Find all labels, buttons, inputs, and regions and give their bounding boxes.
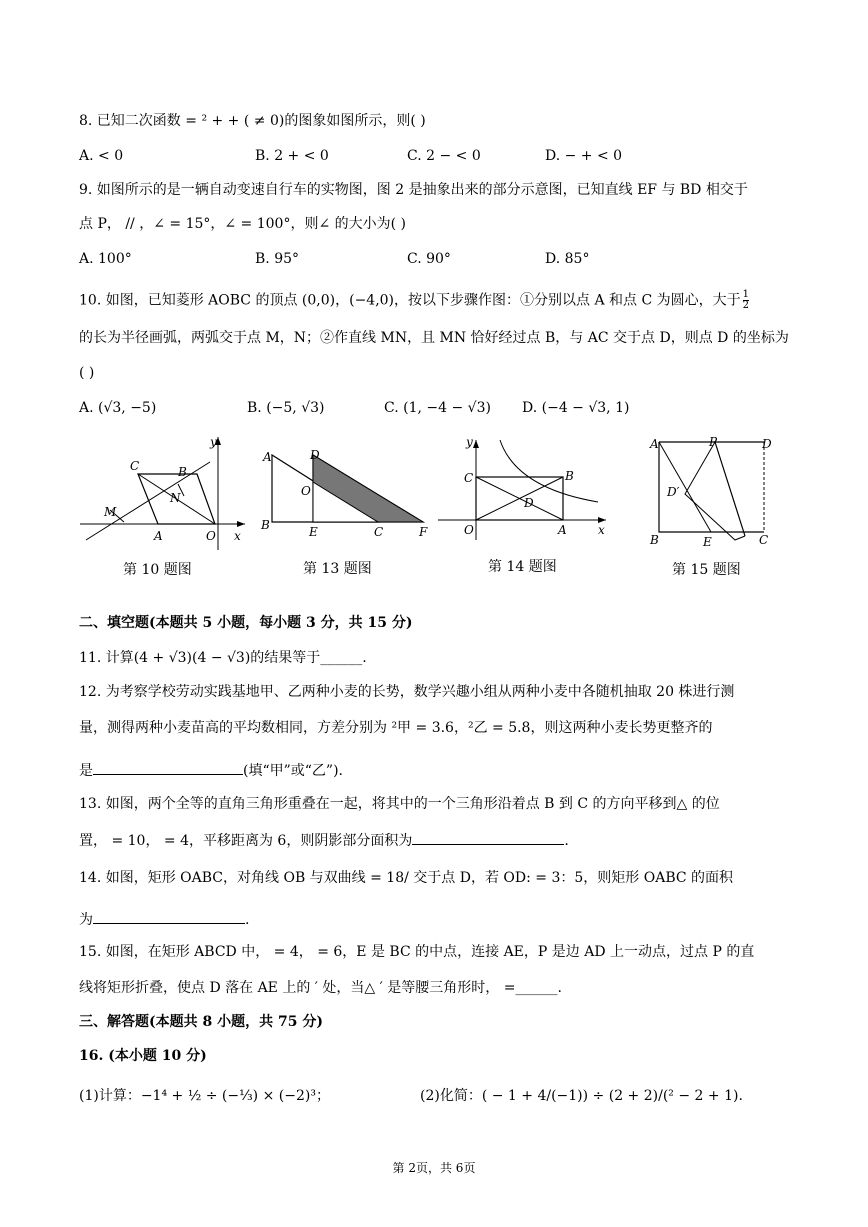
q8-option-d: D. − + < 0 xyxy=(545,148,623,164)
f10-label-y: y xyxy=(210,435,217,449)
q16-title: 16. (本小题 10 分) xyxy=(79,1048,207,1064)
caption-fig13: 第 13 题图 xyxy=(303,561,372,577)
q9-line2: 点 P， // ，∠ = 15°，∠ = 100°，则∠ 的大小为( ) xyxy=(79,216,407,232)
figure-13 xyxy=(258,445,433,540)
f14-label-x: x xyxy=(598,523,605,537)
f10-label-a: A xyxy=(154,529,163,543)
f13-label-a: A xyxy=(263,450,272,464)
q16-part2: (2)化简：( − 1 + 4/(−1)) ÷ (2 + 2)/(² − 2 + 1). xyxy=(420,1088,743,1104)
q11: 11. 计算(4 + √3)(4 − √3)的结果等于______. xyxy=(79,650,367,666)
q12-line2: 量，测得两种小麦苗高的平均数相同，方差分别为 ²甲 = 3.6，²乙 = 5.8，则这两种小麦长势更整齐的 xyxy=(79,720,713,736)
q8-option-a: A. < 0 xyxy=(79,148,124,164)
q10-frac-num: 1 xyxy=(742,289,750,300)
figure-10 xyxy=(80,432,250,552)
f10-label-n: N xyxy=(170,491,181,505)
q13-line2-b: . xyxy=(564,833,569,849)
caption-fig10: 第 10 题图 xyxy=(123,562,192,578)
q14-line1: 14. 如图，矩形 OABC，对角线 OB 与双曲线 = 18/ 交于点 D，若 OD: = 3：5，则矩形 OABC 的面积 xyxy=(79,870,734,886)
q10-option-b: B. (−5, √3) xyxy=(247,400,325,416)
q8-stem: 8. 已知二次函数 = ² + + ( ≠ 0)的图象如图所示，则( ) xyxy=(79,113,426,129)
f10-label-c: C xyxy=(130,459,140,473)
f10-label-o: O xyxy=(206,529,216,543)
f15-label-e: E xyxy=(703,535,712,549)
f13-label-b: B xyxy=(261,518,270,532)
q10-frac-den: 2 xyxy=(742,300,750,311)
q10-line2: 的长为半径画弧，两弧交于点 M，N；②作直线 MN，且 MN 恰好经过点 B，与 AC 交于点 D，则点 D 的坐标为 xyxy=(79,330,789,346)
q10-line1 xyxy=(79,290,749,311)
caption-fig15: 第 15 题图 xyxy=(672,562,741,578)
f14-label-y: y xyxy=(466,435,473,449)
q10-option-d: D. (−4 − √3, 1) xyxy=(522,400,630,416)
q10-fraction xyxy=(743,290,749,311)
q8-option-c: C. 2 − < 0 xyxy=(407,148,481,164)
q13-line1: 13. 如图，两个全等的直角三角形重叠在一起，将其中的一个三角形沿着点 B 到 C 的方向平移到△ 的位 xyxy=(79,796,720,812)
q12-line3 xyxy=(79,760,343,780)
q12-answer-blank[interactable] xyxy=(93,760,243,775)
q10-option-c: C. (1, −4 − √3) xyxy=(384,400,491,416)
f10-label-m: M xyxy=(104,505,117,519)
q9-line1: 9. 如图所示的是一辆自动变速自行车的实物图，图 2 是抽象出来的部分示意图，已知直线 EF 与 BD 相交于 xyxy=(79,182,748,198)
q13-line2-a: 置， = 10， = 4，平移距离为 6，则阴影部分面积为 xyxy=(79,833,413,849)
q10-line1-text: 10. 如图，已知菱形 AOBC 的顶点 (0,0)，(−4,0)，按以下步骤作图：①分别以点 A 和点 C 为圆心，大于 xyxy=(79,292,741,309)
f14-label-o: O xyxy=(464,523,474,537)
f13-label-f: F xyxy=(419,525,428,539)
f14-label-c: C xyxy=(464,471,474,485)
q14-answer-blank[interactable] xyxy=(93,909,245,924)
caption-fig14: 第 14 题图 xyxy=(488,559,557,575)
f13-label-d: D xyxy=(310,448,320,462)
q9-option-c: C. 90° xyxy=(407,251,451,267)
f14-label-a: A xyxy=(558,523,567,537)
q8-option-b: B. 2 + < 0 xyxy=(255,148,329,164)
f13-label-e: E xyxy=(309,525,318,539)
q9-option-a: A. 100° xyxy=(79,251,132,267)
q13-line2 xyxy=(79,830,569,850)
q14-line2-a: 为 xyxy=(79,912,93,928)
q15-line1: 15. 如图，在矩形 ABCD 中， = 4， = 6，E 是 BC 的中点，连接 AE，P 是边 AD 上一动点，过点 P 的直 xyxy=(79,944,755,960)
section-3-heading: 三、解答题(本题共 8 小题，共 75 分) xyxy=(79,1014,323,1030)
q12-line1: 12. 为考察学校劳动实践基地甲、乙两种小麦的长势，数学兴趣小组从两种小麦中各随机抽取 20 株进行测 xyxy=(79,684,735,700)
f15-label-c: C xyxy=(759,533,769,547)
f10-label-b: B xyxy=(178,465,187,479)
f14-label-b: B xyxy=(565,469,574,483)
q14-line2 xyxy=(79,909,249,929)
q13-answer-blank[interactable] xyxy=(412,830,564,845)
q12-line3-a: 是 xyxy=(79,763,93,779)
section-2-heading: 二、填空题(本题共 5 小题，每小题 3 分，共 15 分) xyxy=(79,615,413,631)
q9-option-d: D. 85° xyxy=(545,251,590,267)
f15-label-d-prime: D′ xyxy=(667,485,680,499)
q12-line3-b: (填“甲”或“乙”). xyxy=(243,763,344,779)
f15-label-p: P xyxy=(709,435,718,449)
f15-label-b: B xyxy=(650,533,659,547)
f14-label-d: D xyxy=(524,496,534,510)
figure-15 xyxy=(645,432,780,552)
figure-14 xyxy=(438,432,613,542)
f13-label-c: C xyxy=(374,525,384,539)
f10-label-x: x xyxy=(234,529,241,543)
f15-label-d: D xyxy=(762,437,772,451)
page-footer: 第 2页，共 6页 xyxy=(392,1161,476,1175)
q15-line2: 线将矩形折叠，使点 D 落在 AE 上的 ′ 处，当△ ′ 是等腰三角形时， =______. xyxy=(79,980,562,996)
q14-line2-b: . xyxy=(245,912,250,928)
q16-part1: (1)计算：−1⁴ + ½ ÷ (−⅓) × (−2)³； xyxy=(79,1088,330,1104)
f15-label-a: A xyxy=(650,437,659,451)
q9-option-b: B. 95° xyxy=(255,251,300,267)
q10-line3: ( ) xyxy=(79,365,95,381)
q10-option-a: A. (√3, −5) xyxy=(79,400,157,416)
f13-label-o: O xyxy=(301,484,311,498)
